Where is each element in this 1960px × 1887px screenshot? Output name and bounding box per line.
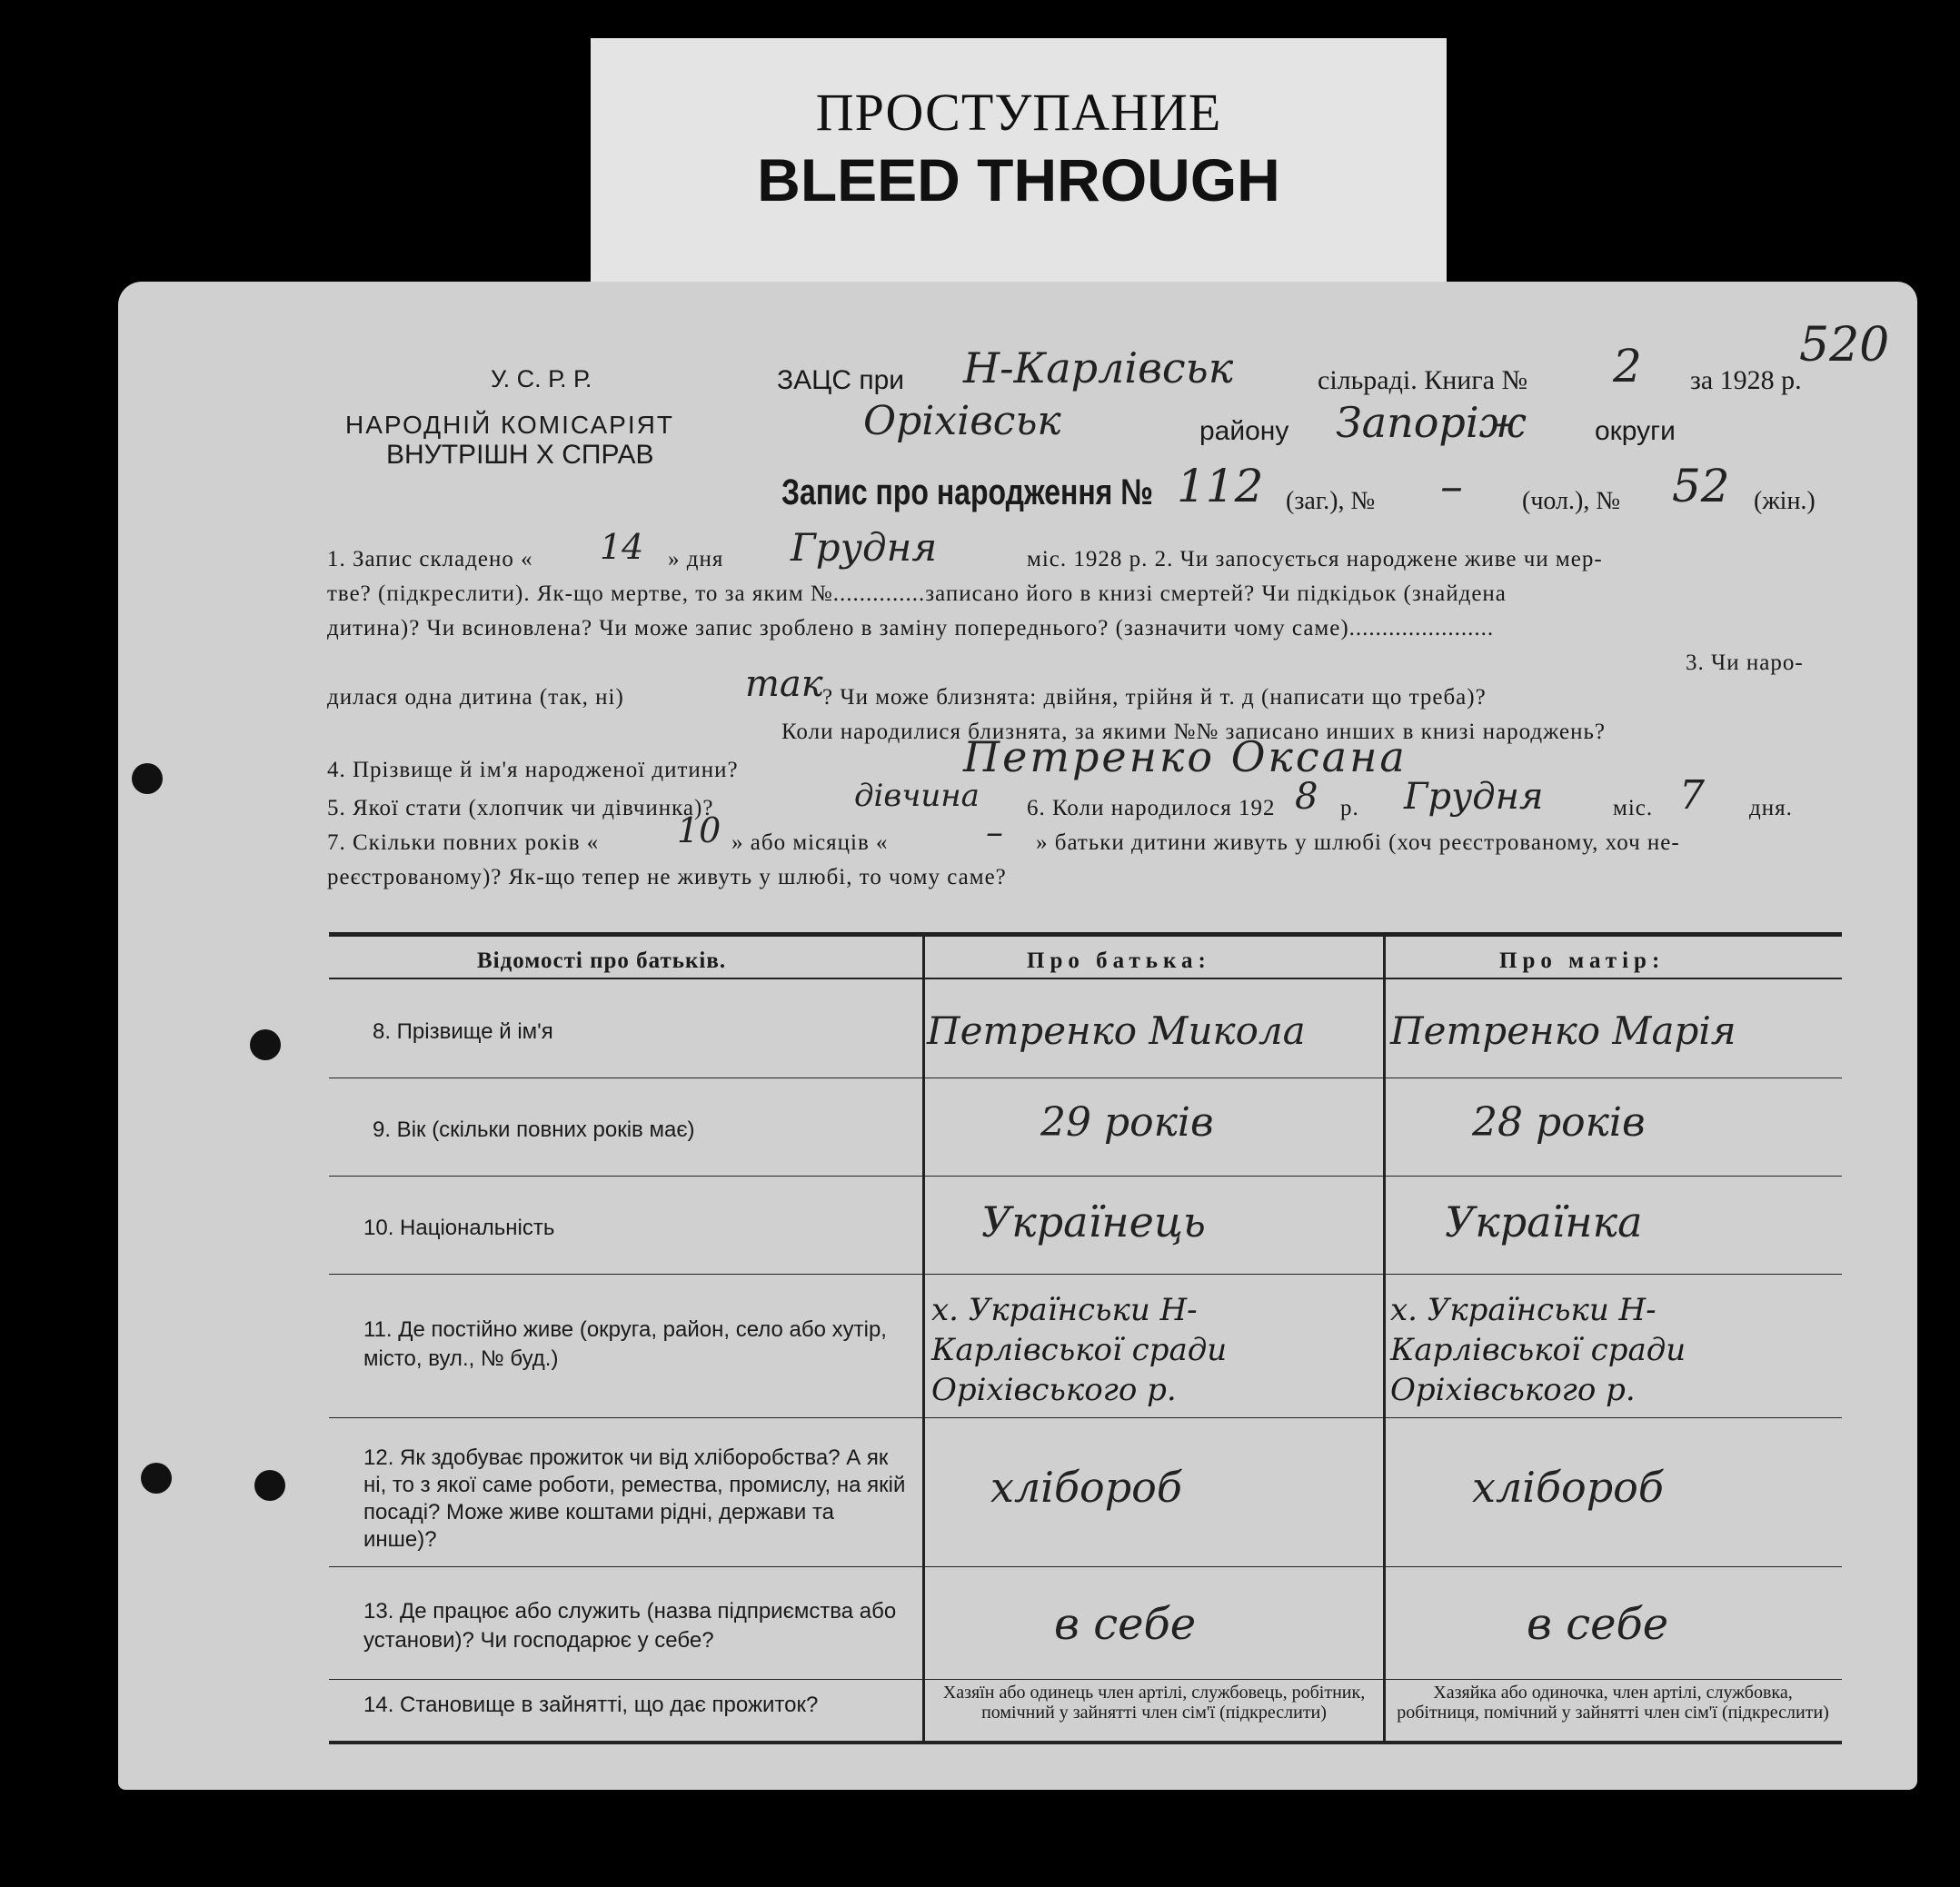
year-label: за 1928 р. bbox=[1690, 365, 1802, 395]
q7-line-2: реєстрованому)? Як-що тепер не живуть у шлюбі, то чому саме? bbox=[327, 865, 1007, 889]
raion-label: району bbox=[1199, 416, 1289, 446]
label-english: BLEED THROUGH bbox=[757, 146, 1280, 214]
birth-day-value: 7 bbox=[1679, 772, 1705, 819]
q1-mid: » дня bbox=[668, 547, 724, 571]
table-bottom-rule bbox=[329, 1741, 1842, 1744]
row-label-surname: 8. Прізвище й ім'я bbox=[373, 1019, 553, 1044]
child-name-value: Петренко Оксана bbox=[963, 732, 1408, 781]
chol-label: (чол.), № bbox=[1522, 487, 1621, 515]
table-header-father: Про батька: bbox=[1027, 948, 1211, 973]
father-surname: Петренко Микола bbox=[927, 1008, 1306, 1053]
mother-workplace: в себе bbox=[1527, 1599, 1669, 1650]
punch-hole bbox=[250, 1029, 281, 1060]
zags-value: Н-Карлівськ bbox=[963, 343, 1234, 392]
mother-livelihood: хлібороб bbox=[1472, 1463, 1664, 1512]
page-number: 520 bbox=[1799, 318, 1890, 372]
raion-value: Оріхівськ bbox=[863, 398, 1061, 444]
table-row-rule bbox=[329, 1679, 1842, 1680]
q-twins: ? Чи може близнята: двійня, трійня й т. д (написати що треба)? bbox=[822, 685, 1487, 710]
father-nationality: Українець bbox=[981, 1197, 1206, 1246]
q6-label: 6. Коли народилося 192 bbox=[1027, 796, 1276, 820]
father-residence: х. Українськи Н-Карлівської сради Оріхівського р. bbox=[931, 1292, 1228, 1408]
zag-label: (заг.), № bbox=[1286, 487, 1376, 515]
row-label-residence: 11. Де постійно живе (округа, район, село або хутір, місто, вул., № буд.) bbox=[363, 1317, 887, 1371]
punch-hole bbox=[141, 1463, 172, 1494]
q5-label: 5. Якої стати (хлопчик чи дівчинка)? bbox=[327, 796, 714, 820]
row-label-workplace: 13. Де працює або служить (назва підприємства або установи)? Чи господарює у себе? bbox=[363, 1599, 897, 1653]
child-sex-value: дівчина bbox=[854, 778, 980, 814]
body-line-3: дитина)? Чи всиновлена? Чи може запис зроблено в заміну попереднього? (зазначити чому саме)...................... bbox=[327, 616, 1495, 641]
q1-day: 14 bbox=[600, 527, 644, 567]
record-number: 112 bbox=[1177, 460, 1264, 512]
mother-residence: х. Українськи Н-Карлівської сради Оріхівського р. bbox=[1390, 1292, 1686, 1408]
row-label-employment: 14. Становище в зайнятті, що дає прожиток? bbox=[363, 1693, 819, 1717]
q1-month: Грудня bbox=[791, 525, 938, 570]
father-employment-options: Хазяїн або одинець член артілі, службовець, робітник, помічний у зайнятті член сім'ї (підкреслити) bbox=[942, 1683, 1366, 1723]
label-russian: ПРОСТУПАНИЕ bbox=[815, 83, 1222, 142]
zhin-value: 52 bbox=[1672, 460, 1730, 512]
father-workplace: в себе bbox=[1054, 1599, 1197, 1650]
chol-value: – bbox=[1440, 460, 1463, 512]
bleed-through-label bbox=[591, 38, 1447, 282]
row-label-nationality: 10. Національність bbox=[363, 1216, 555, 1240]
table-row-rule bbox=[329, 1176, 1842, 1177]
commissariat-line-2: ВНУТРІШН Х СПРАВ bbox=[386, 440, 654, 470]
q7-prefix: 7. Скільки повних років « bbox=[327, 830, 600, 855]
table-column-divider bbox=[1383, 932, 1386, 1741]
table-header-rule bbox=[329, 978, 1842, 979]
punch-hole bbox=[254, 1470, 285, 1501]
silrada-label: сільраді. Книга № bbox=[1318, 365, 1528, 395]
q-twins-records: Коли народилися близнята, за якими №№ записано инших в книзі народжень? bbox=[781, 720, 1607, 744]
table-header-info: Відомості про батьків. bbox=[477, 948, 727, 973]
commissariat-line-1: НАРОДНІЙ КОМІСАРІЯТ bbox=[345, 411, 674, 439]
q7-mid: » або місяців « bbox=[731, 830, 889, 855]
father-livelihood: хлібороб bbox=[990, 1463, 1182, 1512]
mother-age: 28 років bbox=[1472, 1099, 1646, 1146]
marriage-years-value: 10 bbox=[677, 810, 721, 850]
zags-prefix: ЗАЦС при bbox=[777, 365, 905, 395]
birth-year-value: 8 bbox=[1295, 776, 1318, 818]
record-title: Запис про народження № bbox=[781, 472, 1153, 512]
q6-r: р. bbox=[1340, 796, 1359, 820]
q-single-child-value: так bbox=[745, 663, 823, 705]
row-label-livelihood: 12. Як здобуває прожиток чи від хліборобства? А як ні, то з якої саме роботи, ремества, промислу, на якій посаді? Може живе коштами рідні, держави та инше)? bbox=[363, 1445, 906, 1552]
q1-rest: міс. 1928 р. 2. Чи запосується народжене живе чи мер- bbox=[1027, 547, 1603, 571]
father-age: 29 років bbox=[1040, 1099, 1214, 1146]
table-top-rule bbox=[329, 932, 1842, 937]
birth-month-value: Грудня bbox=[1404, 776, 1544, 818]
mother-surname: Петренко Марія bbox=[1390, 1008, 1736, 1053]
punch-hole bbox=[132, 763, 163, 794]
table-row-rule bbox=[329, 1417, 1842, 1418]
q1-prefix: 1. Запис складено « bbox=[327, 547, 533, 571]
table-column-divider bbox=[922, 932, 925, 1741]
body-line-2: тве? (підкреслити). Як-що мертве, то за яким №..............записано його в книзі смертей? Чи підкідьок (знайдена bbox=[327, 581, 1507, 606]
q6-dnia: дня. bbox=[1749, 796, 1793, 820]
mother-nationality: Українка bbox=[1445, 1197, 1643, 1246]
okruha-value: Запоріж bbox=[1336, 398, 1527, 447]
q-single-child: дилася одна дитина (так, ні) bbox=[327, 685, 624, 710]
q4-label: 4. Прізвище й ім'я народженої дитини? bbox=[327, 758, 739, 782]
table-row-rule bbox=[329, 1274, 1842, 1275]
usrr-label: У. С. Р. Р. bbox=[491, 365, 592, 392]
book-number: 2 bbox=[1613, 340, 1642, 392]
zhin-label: (жін.) bbox=[1754, 487, 1816, 515]
mother-employment-options: Хазяйка або одиночка, член артілі, службовка, робітниця, помічний у зайнятті член сім'ї (підкреслити) bbox=[1397, 1683, 1829, 1723]
table-row-rule bbox=[329, 1566, 1842, 1567]
q6-mis: міс. bbox=[1613, 796, 1654, 820]
birth-record-sheet bbox=[118, 282, 1917, 1790]
table-header-mother: Про матір: bbox=[1499, 948, 1666, 973]
marriage-months-value: – bbox=[986, 812, 1003, 852]
okruha-label: округи bbox=[1595, 416, 1676, 446]
row-label-age: 9. Вік (скільки повних років має) bbox=[373, 1117, 695, 1142]
q7-post: » батьки дитини живуть у шлюбі (хоч реєстрованому, хоч не- bbox=[1036, 830, 1680, 855]
body-line-4: 3. Чи наро- bbox=[1686, 651, 1804, 675]
